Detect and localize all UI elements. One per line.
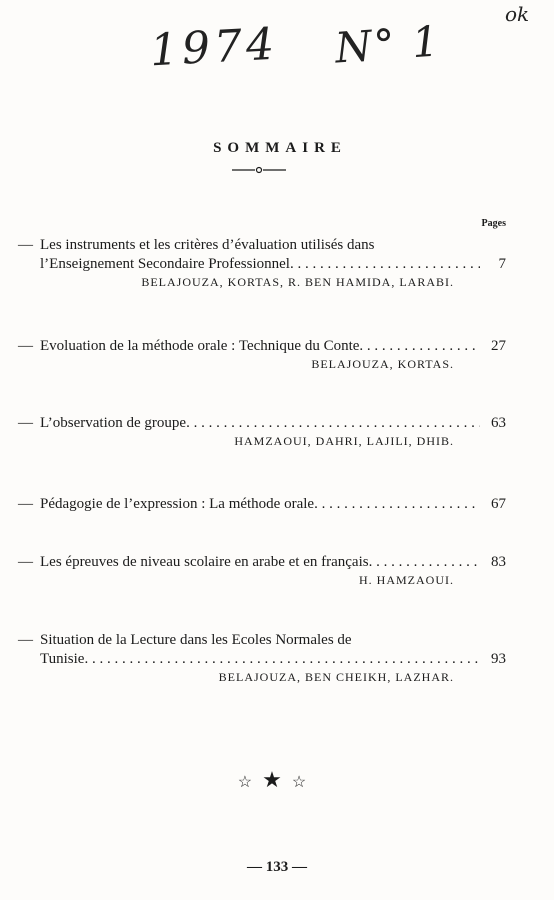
entry-title: L’observation de groupe: [40, 415, 187, 431]
entry-title: Evoluation de la méthode orale : Technique du Conte: [40, 338, 360, 354]
pages-column-label: Pages: [481, 218, 506, 229]
entry-page-number: 63: [491, 415, 506, 431]
dot-leader: [186, 414, 480, 433]
entry-dash: —: [18, 338, 33, 354]
toc-entry: [18, 553, 506, 588]
entry-page-number: 67: [491, 496, 506, 512]
entry-dash: —: [18, 554, 33, 570]
entry-dash: —: [18, 632, 33, 648]
dot-leader: [359, 337, 480, 356]
entry-authors: HAMZAOUI, DAHRI, LAJILI, DHIB.: [234, 434, 454, 448]
star-icon: ☆: [291, 774, 317, 791]
page-title: SOMMAIRE: [213, 140, 347, 156]
star-icon: ★: [262, 767, 292, 792]
section-ornament: [0, 767, 554, 793]
entry-page-number: 83: [491, 554, 506, 570]
entry-authors: BELAJOUZA, KORTAS.: [311, 357, 454, 371]
entry-dash: —: [18, 415, 33, 431]
entry-authors: BELAJOUZA, BEN CHEIKH, LAZHAR.: [218, 670, 454, 684]
entry-page-number: 7: [498, 256, 506, 272]
entry-title: Les instruments et les critères d’évaluation utilisés dans: [40, 237, 375, 253]
toc-entry: [18, 414, 506, 449]
entry-dash: —: [18, 496, 33, 512]
toc-entry: [18, 631, 506, 685]
entry-title-continued: l’Enseignement Secondaire Professionnel: [40, 256, 290, 272]
dot-leader: [84, 650, 480, 669]
toc-entry: [18, 236, 506, 290]
toc-entry: [18, 495, 506, 514]
entry-title-continued: Tunisie: [40, 651, 85, 667]
handwritten-note: ok: [505, 2, 530, 26]
entry-dash: —: [18, 237, 33, 253]
dot-leader: [290, 255, 480, 274]
entry-authors: BELAJOUZA, KORTAS, R. BEN HAMIDA, LARABI.: [141, 275, 454, 289]
entry-title: Situation de la Lecture dans les Ecoles Normales de: [40, 632, 352, 648]
title-ornament-icon: [232, 165, 286, 175]
entry-authors: H. HAMZAOUI.: [359, 573, 454, 587]
dot-leader: [369, 553, 480, 572]
toc-entry: [18, 337, 506, 372]
entry-page-number: 93: [491, 651, 506, 667]
handwritten-issue-number: N° 1: [333, 16, 443, 73]
dot-leader: [314, 495, 480, 514]
entry-title: Les épreuves de niveau scolaire en arabe et en français: [40, 554, 369, 570]
page-number: — 133 —: [247, 859, 307, 875]
handwritten-year: 1974: [148, 18, 280, 77]
entry-title: Pédagogie de l’expression : La méthode orale: [40, 496, 315, 512]
star-icon: ☆: [237, 774, 263, 791]
entry-page-number: 27: [491, 338, 506, 354]
